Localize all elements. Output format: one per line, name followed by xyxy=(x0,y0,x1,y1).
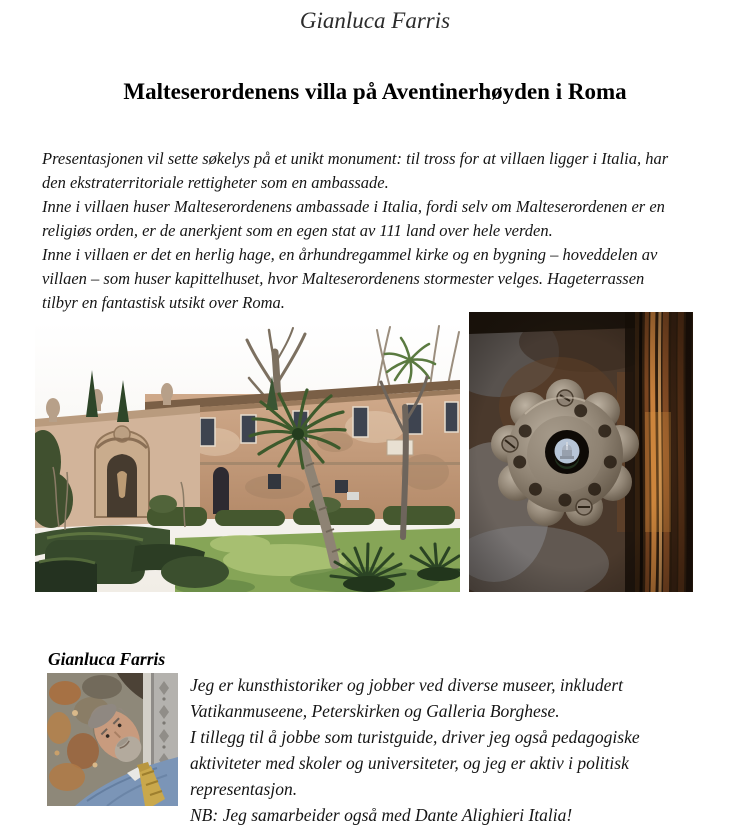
author-portrait-photo xyxy=(47,673,178,806)
intro-line: Presentasjonen vil sette søkelys på et unikt monument: til tross for at villaen ligger i Italia, har xyxy=(42,149,669,168)
intro-line: tilbyr en fantastisk utsikt over Roma. xyxy=(42,293,285,312)
villa-garden-photo xyxy=(35,322,460,592)
bio-line: I tillegg til å jobbe som turistguide, driver jeg også pedagogiske xyxy=(190,727,640,747)
page-title: Malteserordenens villa på Aventinerhøyden i Roma xyxy=(123,79,627,104)
author-name-heading: Gianluca Farris xyxy=(48,649,166,669)
author-bio-text xyxy=(190,672,640,826)
keyhole-photo xyxy=(469,312,693,592)
bio-line: NB: Jeg samarbeider også med Dante Alighieri Italia! xyxy=(190,805,573,825)
bio-line: representasjon. xyxy=(190,779,298,799)
intro-line: Inne i villaen er det en herlig hage, en århundregammel kirke og en bygning – hoveddelen av xyxy=(42,245,658,264)
bio-line: Vatikanmuseene, Peterskirken og Galleria Borghese. xyxy=(190,701,560,721)
intro-line: villaen – som huser kapittelhuset, hvor Malteserordenens stormester velges. Hageterrassen xyxy=(42,269,645,288)
intro-line: Inne i villaen huser Malteserordenens ambassade i Italia, fordi selv om Malteserordenen er en xyxy=(42,197,665,216)
bio-line: aktiviteter med skoler og universiteter, og jeg er aktiv i politisk xyxy=(190,753,629,773)
intro-line: den ekstraterritoriale rettigheter som en ambassade. xyxy=(42,173,389,192)
document-author-title: Gianluca Farris xyxy=(299,8,451,33)
intro-line: religiøs orden, er de anerkjent som en egen stat av 111 land over hele verden. xyxy=(42,221,553,240)
intro-text xyxy=(42,147,668,315)
bio-line: Jeg er kunsthistoriker og jobber ved diverse museer, inkludert xyxy=(190,675,624,695)
